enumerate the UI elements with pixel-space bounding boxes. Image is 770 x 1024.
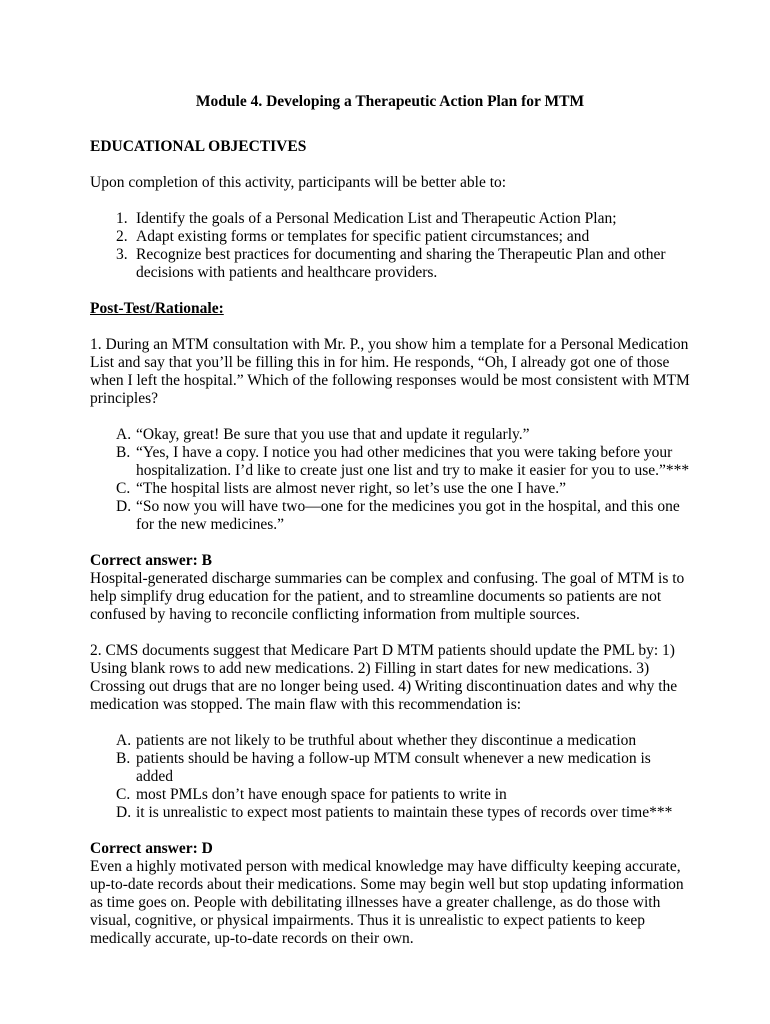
objective-text: Identify the goals of a Personal Medication List and Therapeutic Action Plan; [136, 210, 617, 227]
answer-option [90, 786, 690, 804]
option-text: patients are not likely to be truthful about whether they discontinue a medication [136, 732, 637, 749]
option-marker: B. [116, 750, 131, 767]
objective-text: Recognize best practices for documenting and sharing the Therapeutic Plan and other decisions with patients and healthcare providers. [136, 246, 666, 281]
objectives-intro: Upon completion of this activity, participants will be better able to: [90, 174, 507, 191]
question-1-options [90, 426, 690, 534]
answer-option [90, 498, 690, 534]
option-text: “So now you will have two—one for the medicines you got in the hospital, and this one for the new medicines.” [136, 498, 680, 533]
answer-option [90, 444, 690, 480]
question-2-answer [90, 840, 690, 948]
option-text: “Yes, I have a copy. I notice you had other medicines that you were taking before your hospitalization. I’d like to create just one list and try to make it easier for you to use.”*** [136, 444, 690, 479]
rationale-text: Hospital-generated discharge summaries can be complex and confusing. The goal of MTM is to help simplify drug education for the patient, and to streamline documents so patients are not confused by having to reconcile conflicting information from multiple sources. [90, 570, 685, 623]
option-marker: A. [116, 732, 132, 749]
answer-option [90, 732, 690, 750]
document-title: Module 4. Developing a Therapeutic Action Plan for MTM [195, 93, 585, 110]
objectives-heading: EDUCATIONAL OBJECTIVES [90, 138, 307, 155]
option-marker: C. [116, 786, 131, 803]
answer-option [90, 804, 690, 822]
objective-marker: 3. [116, 246, 128, 263]
option-marker: C. [116, 480, 131, 497]
option-marker: D. [116, 804, 132, 821]
option-text: patients should be having a follow-up MTM consult whenever a new medication is added [136, 750, 651, 785]
option-marker: A. [116, 426, 132, 443]
posttest-heading: Post-Test/Rationale: [90, 300, 224, 317]
answer-option [90, 426, 690, 444]
correct-answer-label: Correct answer: D [90, 840, 213, 857]
option-marker: B. [116, 444, 131, 461]
answer-option [90, 480, 690, 498]
question-2-options [90, 732, 690, 822]
question-1-answer [90, 552, 690, 624]
objective-item [90, 246, 690, 282]
objective-marker: 2. [116, 228, 128, 245]
objective-text: Adapt existing forms or templates for specific patient circumstances; and [136, 228, 590, 245]
correct-answer-label: Correct answer: B [90, 552, 212, 569]
answer-option [90, 750, 690, 786]
option-text: most PMLs don’t have enough space for patients to write in [136, 786, 507, 803]
question-1-stem: 1. During an MTM consultation with Mr. P., you show him a template for a Personal Medication List and say that you’ll be filling this in for him. He responds, “Oh, I already got one of those when I left the hospital.” Which of the following responses would be most consistent with MTM principles? [90, 336, 690, 407]
question-2-stem: 2. CMS documents suggest that Medicare Part D MTM patients should update the PML by: 1) Using blank rows to add new medications. 2) Filling in start dates for new medications. 3) Crossing out drugs that are no longer being used. 4) Writing discontinuation dates and why the medication was stopped. The main flaw with this recommendation is: [90, 642, 678, 713]
option-marker: D. [116, 498, 132, 515]
document-page [90, 93, 690, 966]
rationale-text: Even a highly motivated person with medical knowledge may have difficulty keeping accurate, up-to-date records about their medications. Some may begin well but stop updating information as time goes on. People with debilitating illnesses have a greater challenge, as do those with visual, cognitive, or physical impairments. Thus it is unrealistic to expect patients to keep medically accurate, up-to-date records on their own. [90, 858, 684, 947]
option-text: “The hospital lists are almost never right, so let’s use the one I have.” [136, 480, 567, 497]
objectives-list [90, 210, 690, 282]
option-text: it is unrealistic to expect most patients to maintain these types of records over time*** [136, 804, 673, 821]
objective-item [90, 228, 690, 246]
objective-marker: 1. [116, 210, 128, 227]
option-text: “Okay, great! Be sure that you use that and update it regularly.” [136, 426, 530, 443]
objective-item [90, 210, 690, 228]
